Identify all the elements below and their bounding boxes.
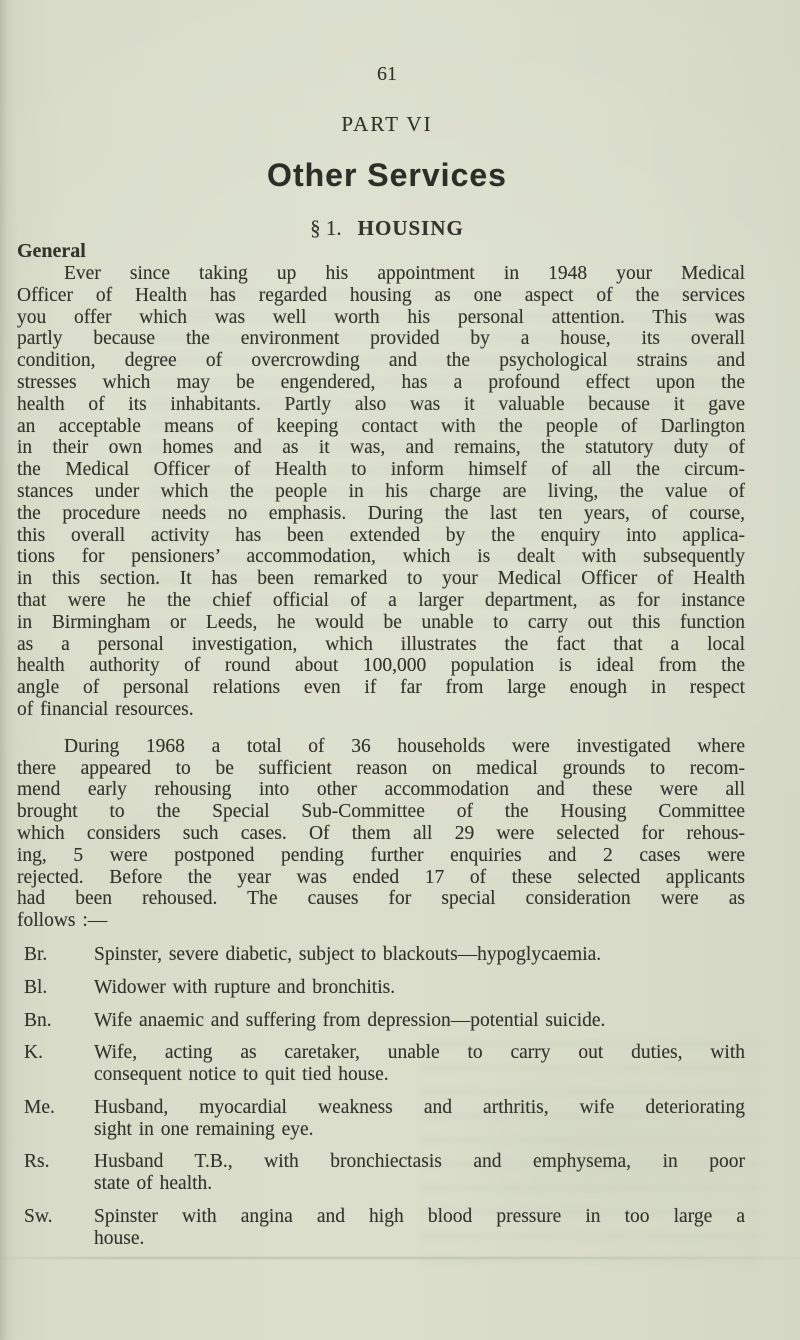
- case-row: [17, 1042, 745, 1086]
- case-text: [94, 944, 745, 966]
- text-line: Spinster with angina and high blood pressure in too large a: [94, 1206, 745, 1228]
- text-line: health authority of round about 100,000 population is ideal from the: [17, 655, 745, 677]
- text-line: ing, 5 were postponed pending further enquiries and 2 cases were: [17, 844, 745, 866]
- text-line: house.: [94, 1227, 145, 1249]
- page-number: 61: [377, 63, 397, 85]
- text-line: stances under which the people in his charge are living, the value of: [17, 480, 745, 502]
- case-row: [17, 1010, 745, 1032]
- case-label: Bn.: [24, 1009, 52, 1031]
- text-line: rejected. Before the year was ended 17 of these selected applicants: [17, 866, 745, 888]
- text-line: angle of personal relations even if far from large enough in respect: [17, 677, 745, 699]
- text-line: partly because the environment provided by a house, its overall: [17, 328, 745, 350]
- text-line: there appeared to be sufficient reason on medical grounds to recom-: [17, 757, 745, 779]
- case-label: K.: [24, 1042, 43, 1064]
- case-row: [17, 1097, 745, 1141]
- paragraph: [17, 263, 745, 721]
- text-line: Wife anaemic and suffering from depression—potential suicide.: [94, 1009, 606, 1031]
- case-row: [17, 944, 745, 966]
- case-text: [94, 1206, 745, 1250]
- text-line: Wife, acting as caretaker, unable to carry out duties, with: [94, 1042, 745, 1064]
- text-line: this overall activity has been extended by the enquiry into applica-: [17, 524, 745, 546]
- page-crease-line: [0, 1257, 800, 1259]
- section-name: HOUSING: [357, 216, 464, 240]
- text-line: which considers such cases. Of them all 29 were selected for rehous-: [17, 822, 745, 844]
- text-line: the Medical Officer of Health to inform himself of all the circum-: [17, 459, 745, 481]
- text-line: During 1968 a total of 36 households were investigated where: [64, 735, 745, 757]
- text-line: Officer of Health has regarded housing as one aspect of the services: [17, 284, 745, 306]
- text-line: Widower with rupture and bronchitis.: [94, 976, 396, 998]
- case-row: [17, 1206, 745, 1250]
- text-line: Husband, myocardial weakness and arthritis, wife deteriorating: [94, 1096, 745, 1118]
- case-label: Sw.: [24, 1206, 53, 1228]
- body-column: [0, 240, 800, 1250]
- case-text: [94, 1042, 745, 1086]
- text-line: of financial resources.: [17, 698, 194, 720]
- case-text: [94, 1151, 745, 1195]
- case-text: [94, 1097, 745, 1141]
- text-line: brought to the Special Sub-Committee of the Housing Committee: [17, 801, 745, 823]
- case-label: Br.: [24, 943, 48, 965]
- text-line: state of health.: [94, 1173, 213, 1195]
- section-number: § 1.: [310, 216, 342, 240]
- heading-block: [0, 0, 800, 240]
- text-line: follows :—: [17, 910, 108, 932]
- text-line: condition, degree of overcrowding and the psychological strains and: [17, 350, 745, 372]
- case-list: [17, 944, 745, 1250]
- paragraph: [17, 736, 745, 932]
- case-label: Rs.: [24, 1151, 50, 1173]
- text-line: you offer which was well worth his personal attention. This was: [17, 306, 745, 328]
- case-row: [17, 977, 745, 999]
- text-line: Ever since taking up his appointment in 1948 your Medical: [64, 263, 745, 284]
- text-line: in Birmingham or Leeds, he would be unable to carry out this function: [17, 611, 745, 633]
- text-line: consequent notice to quit tied house.: [94, 1064, 389, 1086]
- text-line: sight in one remaining eye.: [94, 1118, 314, 1140]
- paragraphs: [17, 263, 745, 932]
- case-text: [94, 977, 745, 999]
- subheading-general: General: [17, 240, 86, 262]
- text-line: in this section. It has been remarked to your Medical Officer of Health: [17, 568, 745, 590]
- section-heading: [0, 216, 774, 240]
- text-line: had been rehoused. The causes for special consideration were as: [17, 888, 745, 910]
- text-line: stresses which may be engendered, has a profound effect upon the: [17, 371, 745, 393]
- text-line: as a personal investigation, which illustrates the fact that a local: [17, 633, 745, 655]
- text-line: mend early rehousing into other accommodation and these were all: [17, 779, 745, 801]
- text-line: the procedure needs no emphasis. During the last ten years, of course,: [17, 502, 745, 524]
- text-line: health of its inhabitants. Partly also was it valuable because it gave: [17, 393, 745, 415]
- case-row: [17, 1151, 745, 1195]
- text-line: tions for pensioners’ accommodation, which is dealt with subsequently: [17, 546, 745, 568]
- text-line: Husband T.B., with bronchiectasis and emphysema, in poor: [94, 1151, 745, 1173]
- case-label: Bl.: [24, 976, 48, 998]
- document-title: Other Services: [267, 157, 507, 193]
- text-line: an acceptable means of keeping contact with the people of Darlington: [17, 415, 745, 437]
- text-line: Spinster, severe diabetic, subject to blackouts—hypoglycaemia.: [94, 943, 602, 965]
- text-line: in their own homes and as it was, and remains, the statutory duty of: [17, 437, 745, 459]
- case-text: [94, 1010, 745, 1032]
- part-heading: PART VI: [341, 112, 433, 136]
- text-line: that were he the chief official of a larger department, as for instance: [17, 589, 745, 611]
- case-label: Me.: [24, 1096, 55, 1118]
